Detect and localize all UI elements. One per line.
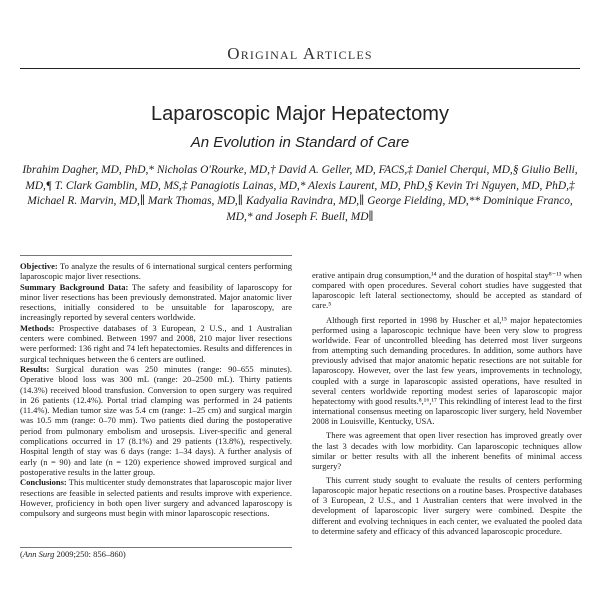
abstract-objective bbox=[20, 261, 292, 282]
methods-text: Prospective databases of 3 European, 2 U.S., and 1 Australian centers were combined. Between 1997 and 2008, 210 major liver resections were performed: 136 right and 74 left hepatectomies. Results and differences in surgical techniques between the 6 centers are outlined. bbox=[20, 322, 292, 364]
abstract-background bbox=[20, 282, 292, 323]
author-list: Ibrahim Dagher, MD, PhD,* Nicholas O'Rourke, MD,† David A. Geller, MD, FACS,‡ Daniel Cherqui, MD,§ Giulio Belli, MD,¶ T. Clark Gamblin, MD, MS,‡ Panagiotis Lainas, MD,* Alexis Laurent, MD, PhD,§ Kevin Tri Nguyen, MD, PhD,‡ Michael R. Marvin, MD,∥ Mark Thomas, MD,∥ Kadyalia Ravindra, MD,∥ George Fielding, MD,** Dominique Franco, MD,* and Joseph F. Buell, MD∥ bbox=[22, 164, 578, 223]
results-text: Surgical duration was 250 minutes (range: 90–655 minutes). Operative blood loss was 300 mL (range: 20–2500 mL). Thirty patients (14.3%) received blood transfusion. Conversion to open surgery was required in 26 patients (12.4%). Portal triad clamping was performed in 24 patients (11.4%). Median tumor size was 5.4 cm (range: 1–25 cm) and surgical margin was 10.5 mm (range: 0–70 mm). Two patients died during the postoperative period from pulmonary embolism and urosepsis. Liver-specific and general complications occurred in 17 (8.1%) and 29 patients (13.8%), respectively. Hospital length of stay was 6 days (range: 1–34 days). A further analysis of early (n = 90) and late (n = 120) experience showed improved surgical and postoperative results in the latter group. bbox=[20, 363, 292, 477]
body-paragraph-2: Although first reported in 1998 by Huscher et al,¹⁵ major hepatectomies performed using a laparoscopic technique have been very slow to progress worldwide. Fear of uncontrolled bleeding has deterred most liver surgeons from attempting such demanding procedures. In addition, some authors have previously advised that major anatomic hepatic resections are not suitable for laparoscopy. However, over the last few years, improvements in technology, coupled with a surge in laparoscopic assisted operations, have resulted in several centers worldwide reporting modest series of laparoscopic major hepatectomy with good results.⁸,¹⁶,¹⁷ This rekindling of interest lead to the first international consensus meeting on laparoscopic liver surgery, held November 2008 in Louisville, Kentucky, USA. bbox=[312, 314, 582, 427]
abstract-conclusions bbox=[20, 477, 292, 518]
conclusions-text: This multicenter study demonstrates that laparoscopic major liver resections are feasible in selected patients and results improve with experience. However, proficiency in both open liver surgery and advanced laparoscopy is compulsory and surgeons must begin with minor laparoscopic resections. bbox=[20, 477, 292, 519]
article-title: Laparoscopic Major Hepatectomy bbox=[151, 103, 449, 125]
methods-label: Methods: bbox=[20, 322, 55, 333]
article-subtitle: An Evolution in Standard of Care bbox=[190, 134, 410, 151]
background-text: The safety and feasibility of laparoscopy for minor liver resections has been previously demonstrated. Major anatomic liver resections, initially considered to be unsuitable for laparoscopy, are increasingly reported by several centers worldwide. bbox=[20, 281, 292, 323]
conclusions-label: Conclusions: bbox=[20, 477, 67, 488]
abstract bbox=[20, 255, 292, 548]
citation-journal: Ann Surg bbox=[22, 549, 55, 559]
body-paragraph-1: erative antipain drug consumption,¹⁴ and the duration of hospital stay⁸⁻¹³ when compared with open procedures. Several cohort studies have suggested that laparoscopic left lateral sectionectomy, should be accepted as standard of care.⁵ bbox=[312, 270, 582, 311]
results-label: Results: bbox=[20, 363, 50, 374]
body-column bbox=[312, 270, 582, 536]
objective-text: To analyze the results of 6 international surgical centers performing laparoscopic major liver resections. bbox=[20, 261, 292, 282]
abstract-methods bbox=[20, 323, 292, 364]
objective-label: Objective: bbox=[20, 261, 58, 271]
citation-details: 2009;250: 856–860) bbox=[54, 549, 126, 559]
heading-rule bbox=[20, 68, 580, 69]
body-paragraph-3: There was agreement that open liver resection has improved greatly over the last 3 decades with low morbidity. Can laparoscopic techniques allow similar or better results with all the inherent benefits of minimal access surgery? bbox=[312, 430, 582, 471]
abstract-results bbox=[20, 364, 292, 477]
body-paragraph-4: This current study sought to evaluate the results of centers performing laparoscopic major hepatic resections on a routine bases. Prospective databases of 3 European, 2 U.S., and 1 Australian centers that were involved in the development of laparoscopic liver surgery were combined. Despite the different and evolving techniques in each center, we evaluated the pooled data to determine safety and efficacy of this advanced laparoscopic procedure. bbox=[312, 474, 582, 536]
section-heading: Original Articles bbox=[227, 44, 373, 63]
background-label: Summary Background Data: bbox=[20, 281, 129, 292]
citation: (Ann Surg 2009;250: 856–860) bbox=[20, 549, 126, 559]
